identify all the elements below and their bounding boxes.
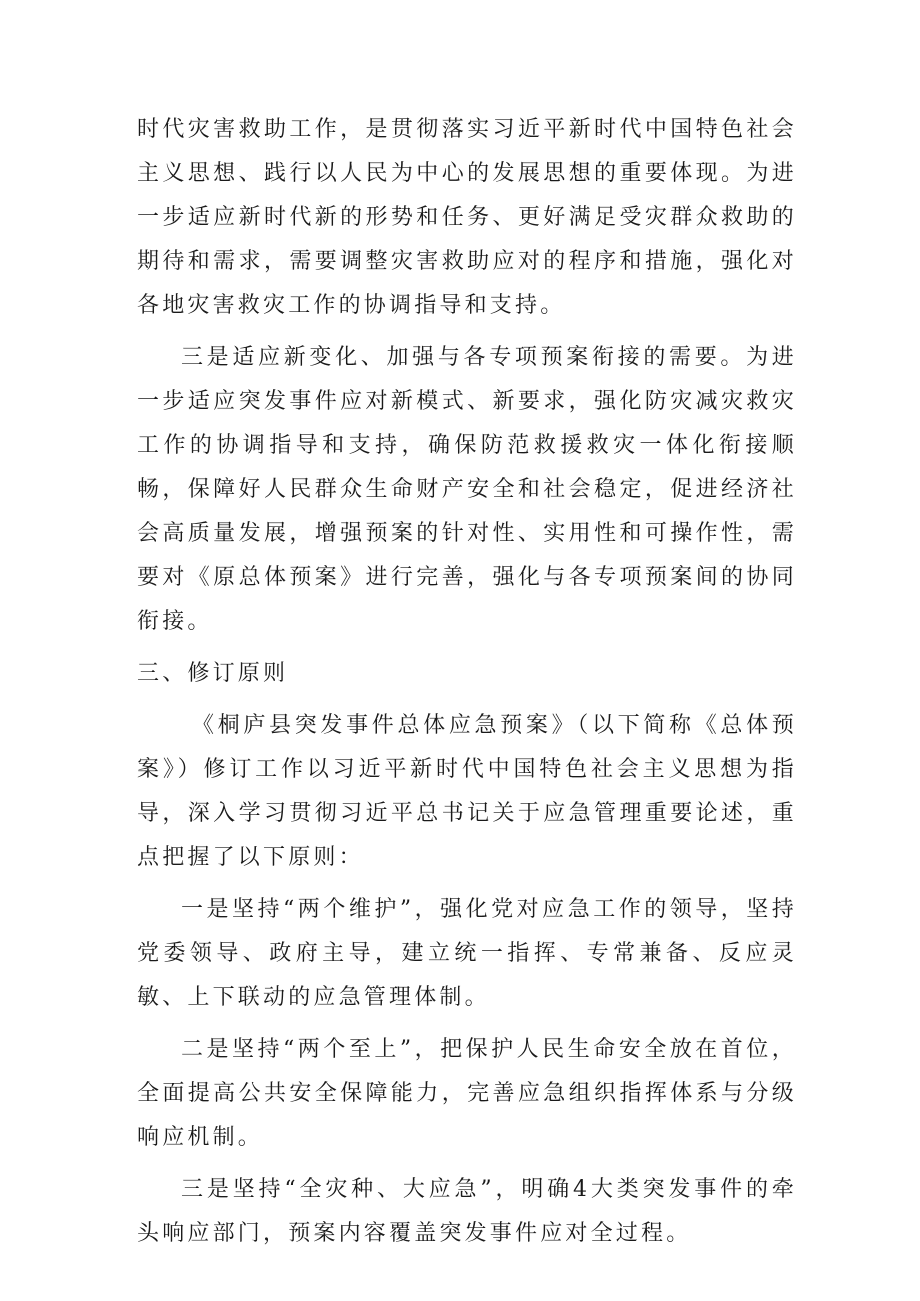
paragraph-principles-intro: 《桐庐县突发事件总体应急预案》（以下简称《总体预案》）修订工作以习近平新时代中国特色社会主义思想为指导，深入学习贯彻习近平总书记关于应急管理重要论述，重点把握了以下原则： [137,713,797,870]
section-heading-revision-principles: 三、修订原则 [137,661,289,686]
paragraph-principle-two: 二是坚持“两个至上”，把保护人民生命安全放在首位，全面提高公共安全保障能力，完善应急组织指挥体系与分级响应机制。 [137,1037,797,1150]
paragraph-third-need: 三是适应新变化、加强与各专项预案衔接的需要。为进一步适应突发事件应对新模式、新要求，强化防灾减灾救灾工作的协调指导和支持，确保防范救援救灾一体化衔接顺畅，保障好人民群众生命财产安全和社会稳定，促进经济社会高质量发展，增强预案的针对性、实用性和可操作性，需要对《原总体预案》进行完善，强化与各专项预案间的协同衔接。 [137,345,797,634]
paragraph-principle-one: 一是坚持“两个维护”，强化党对应急工作的领导，坚持党委领导、政府主导，建立统一指挥、专常兼备、反应灵敏、上下联动的应急管理体制。 [137,897,797,1010]
document-body [137,108,797,1264]
paragraph-disaster-relief-continuation: 时代灾害救助工作，是贯彻落实习近平新时代中国特色社会主义思想、践行以人民为中心的发展思想的重要体现。为进一步适应新时代新的形势和任务、更好满足受灾群众救助的期待和需求，需要调整灾害救助应对的程序和措施，强化对各地灾害救灾工作的协调指导和支持。 [137,117,797,318]
paragraph-principle-three: 三是坚持“全灾种、大应急”，明确4大类突发事件的牵头响应部门，预案内容覆盖突发事件应对全过程。 [137,1177,797,1246]
